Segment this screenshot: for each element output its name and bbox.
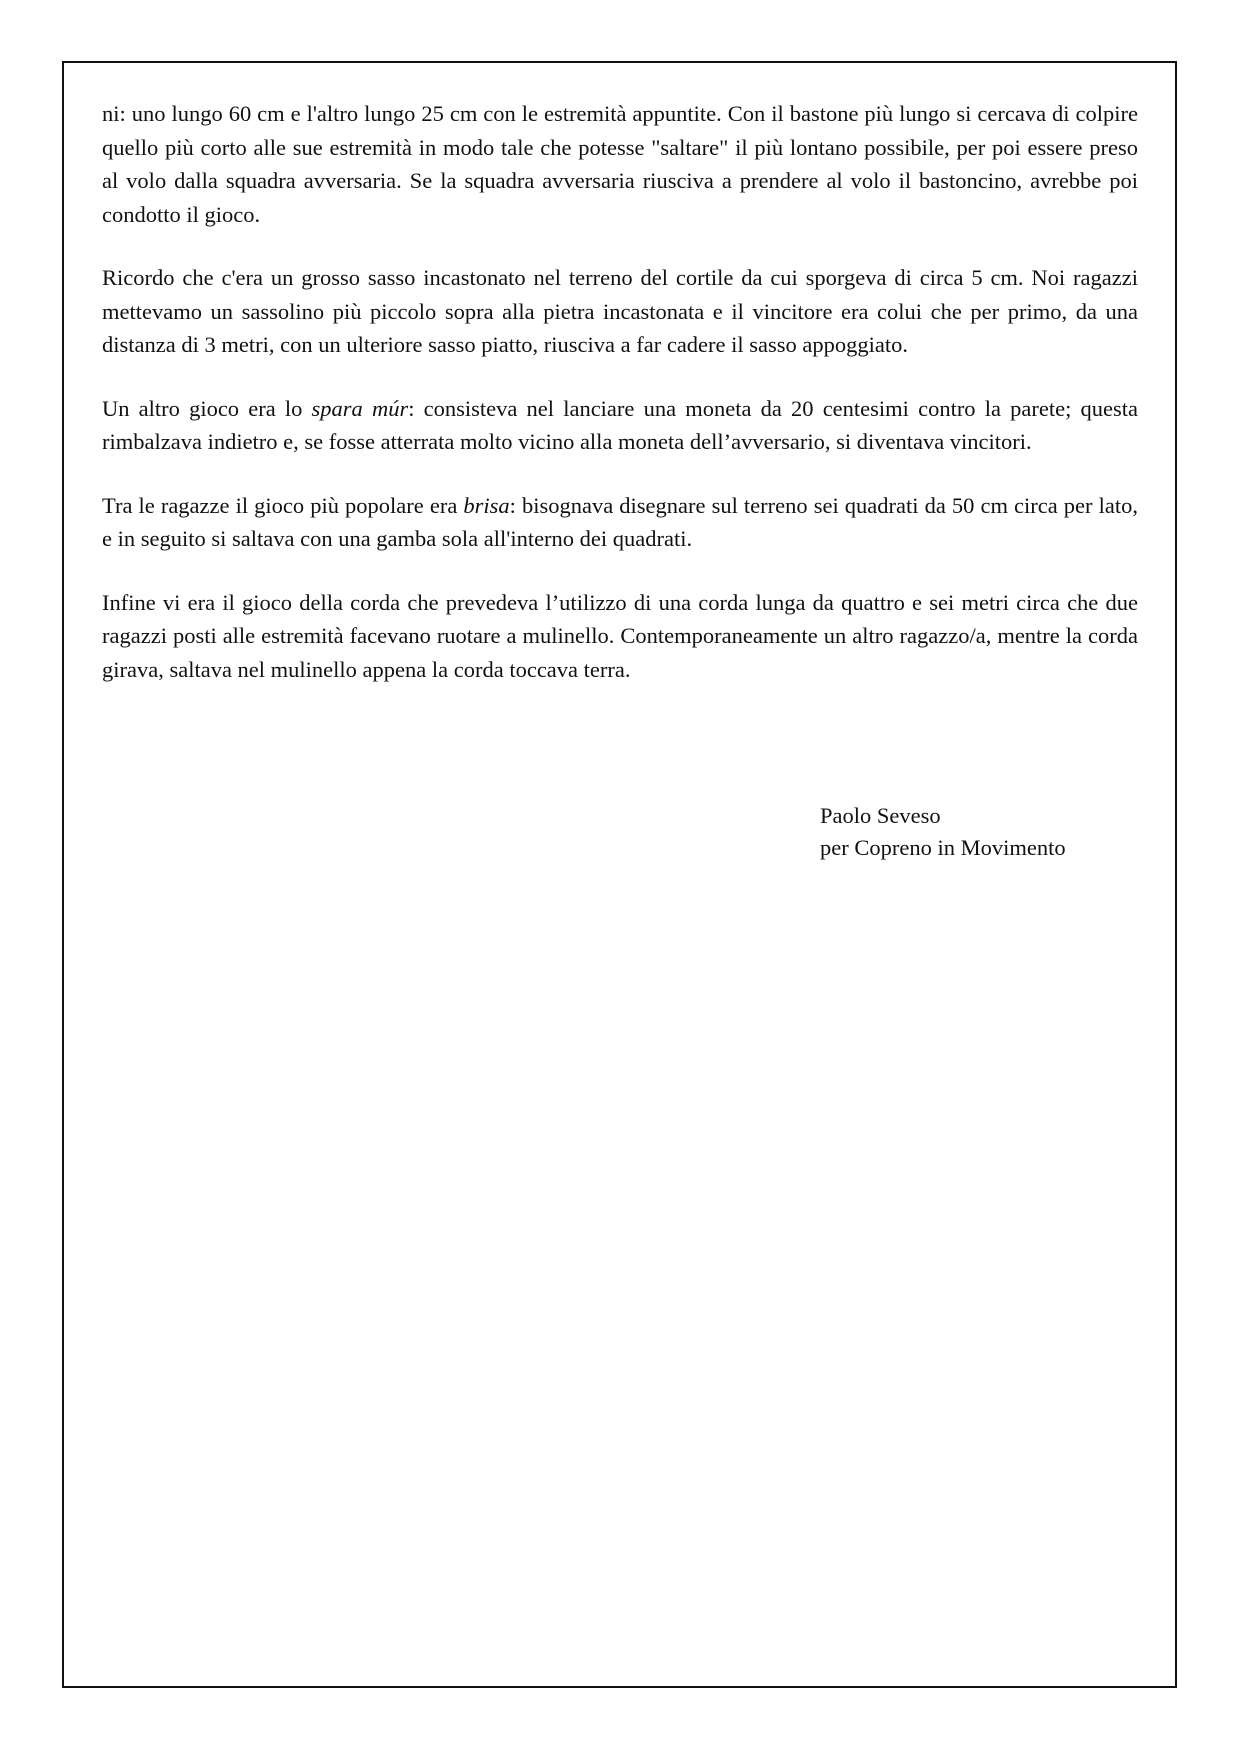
game-name-brisa: brisa — [463, 492, 510, 518]
page-frame — [62, 61, 1177, 1688]
signature-block — [820, 800, 1066, 864]
paragraph-3 — [102, 392, 1138, 459]
paragraph-4 — [102, 489, 1138, 556]
article-body — [102, 97, 1138, 716]
paragraph-1: ni: uno lungo 60 cm e l'altro lungo 25 cm con le estremità appuntite. Con il bastone più lungo si cercava di colpire quello più corto alle sue estremità in modo tale che potesse "saltare" il più lontano possibile, per poi essere preso al volo dalla squadra avversaria. Se la squadra avversaria riusciva a prendere al volo il bastoncino, avrebbe poi condotto il gioco. — [102, 101, 1138, 227]
paragraph-4-text-end: : bisognava disegnare sul terreno sei quadrati da 50 cm circa per lato, e in seguito si saltava con una gamba sola all'interno dei quadrati. — [102, 492, 1138, 551]
paragraph-4-text-start: Tra le ragazze il gioco più popolare era — [102, 492, 464, 518]
paragraph-5: Infine vi era il gioco della corda che prevedeva l’utilizzo di una corda lunga da quattro e sei metri circa che due ragazzi posti alle estremità facevano ruotare a mulinello. Contemporaneamente un altro ragazzo/a, mentre la corda girava, saltava nel mulinello appena la corda toccava terra. — [102, 589, 1138, 682]
paragraph-3-text-start: Un altro gioco era lo — [102, 395, 312, 421]
game-name-spara-mur: spara múr — [311, 395, 409, 421]
author-affiliation: per Copreno in Movimento — [820, 835, 1066, 860]
paragraph-2: Ricordo che c'era un grosso sasso incastonato nel terreno del cortile da cui sporgeva di circa 5 cm. Noi ragazzi mettevamo un sassolino più piccolo sopra alla pietra incastonata e il vincitore era colui che per primo, da una distanza di 3 metri, con un ulteriore sasso piatto, riusciva a far cadere il sasso appoggiato. — [102, 265, 1138, 357]
author-name: Paolo Seveso — [820, 803, 941, 828]
paragraph-3-text-end: : consisteva nel lanciare una moneta da 20 centesimi contro la parete; questa rimbalzava indietro e, se fosse atterrata molto vicino alla moneta dell’avversario, si diventava vincitori. — [102, 395, 1138, 454]
